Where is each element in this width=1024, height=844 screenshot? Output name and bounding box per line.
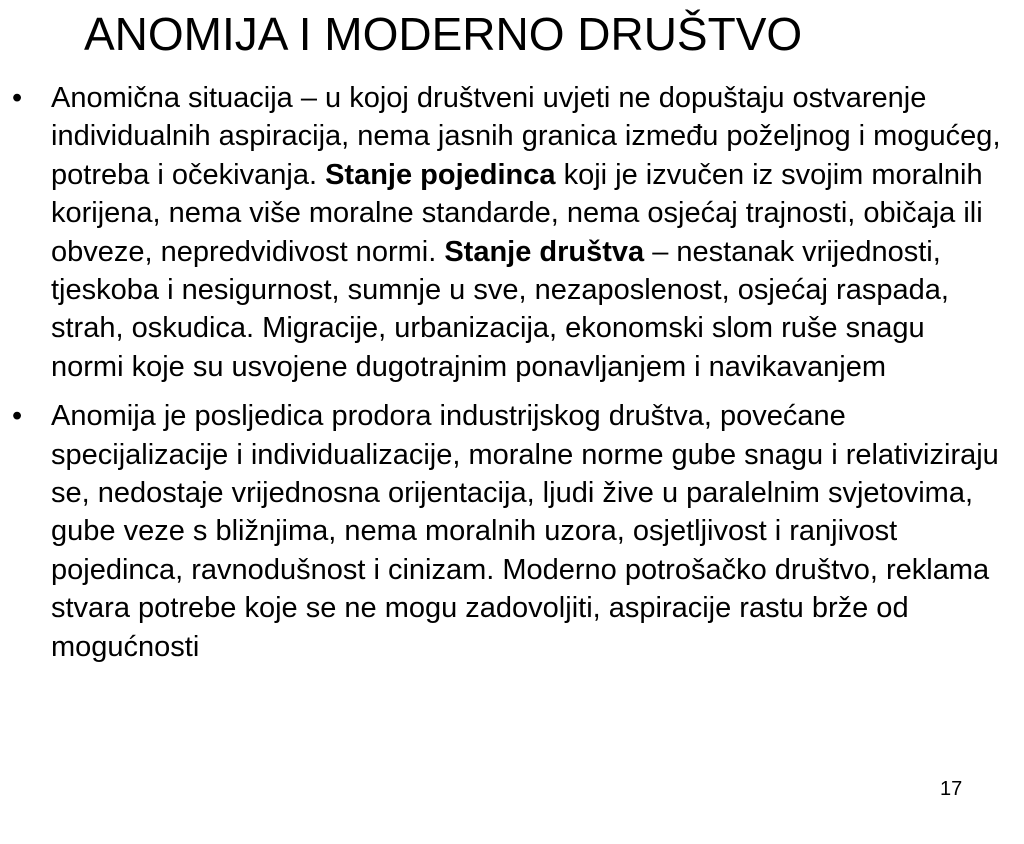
bullet-text	[51, 400, 999, 662]
bold-text-segment: Stanje pojedinca	[325, 158, 556, 191]
text-segment: Anomija je posljedica prodora industrijskog društva, povećane specijalizacije i individualizacije, moralne norme gube snagu i relativiziraju se, nedostaje vrijednosna orijentacija, ljudi žive u paralelnim svjetovima, gube veze s bližnjima, nema moralnih uzora, osjetljivost i ranjivost pojedinca, ravnodušnost i cinizam. Moderno potrošačko društvo, reklama stvara potrebe koje se ne mogu zadovoljiti, aspiracije rastu brže od mogućnosti	[51, 400, 999, 663]
text-segment: Anomična situacija – u kojoj društveni uvjeti ne dopuštaju ostvarenje individualnih aspiracija, nema jasnih granica između poželjnog i mogućeg, potreba i očekivanja.	[51, 82, 1001, 191]
text-segment: – nestanak vrijednosti, tjeskoba i nesigurnost, sumnje u sve, nezaposlenost, osjećaj raspada, strah, oskudica. Migracije, urbanizacija, ekonomski slom ruše snagu normi koje su usvojene dugotrajnim ponavljanjem i navikavanjem	[51, 235, 949, 383]
bullet-marker: •	[12, 400, 23, 433]
bullet-item	[12, 79, 1004, 386]
bullet-text	[51, 82, 1001, 383]
slide-title: ANOMIJA I MODERNO DRUŠTVO	[84, 8, 803, 60]
bullet-list	[12, 79, 1004, 666]
bold-text-segment: Stanje društva	[444, 235, 645, 268]
bullet-item	[12, 397, 1004, 666]
page-number: 17	[940, 778, 963, 800]
bullet-marker: •	[12, 82, 23, 114]
text-segment: koji je izvučen iz svojim moralnih korijena, nema više moralne standarde, nema osjećaj trajnosti, običaja ili obveze, nepredvidivost normi.	[51, 158, 983, 268]
